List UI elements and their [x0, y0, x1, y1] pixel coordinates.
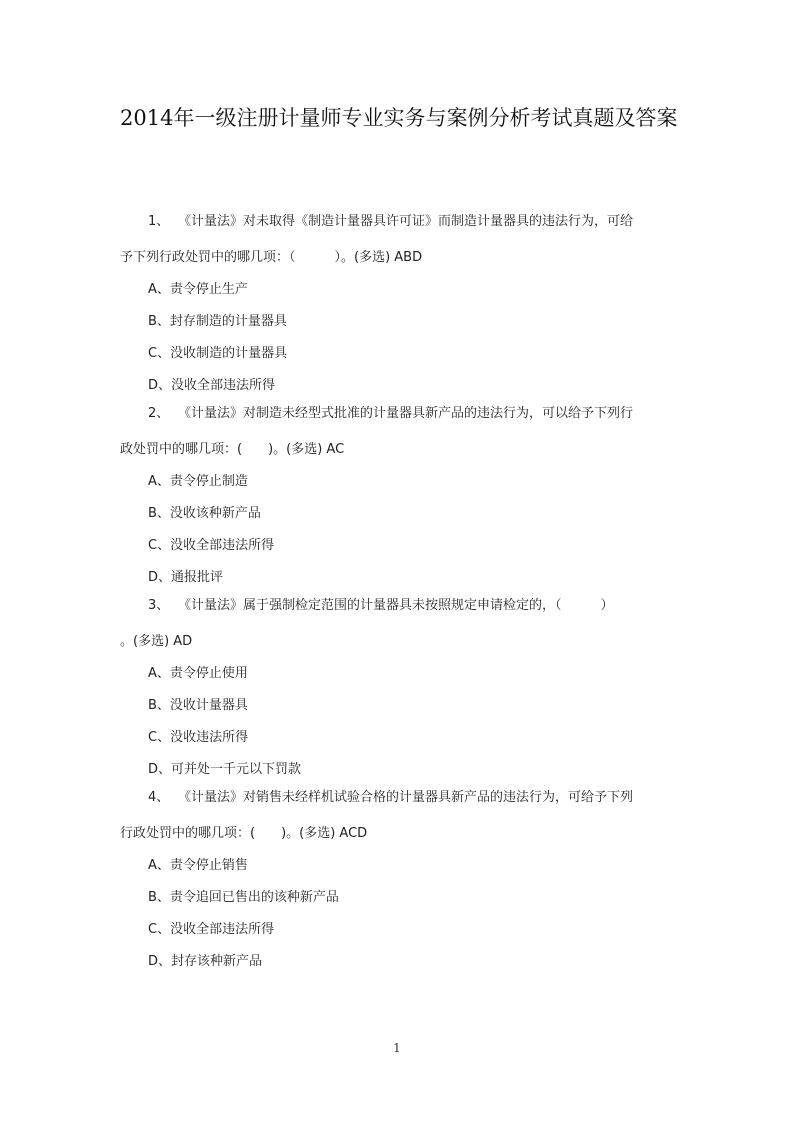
question-3-stem [148, 590, 668, 622]
question-text-line1: 《计量法》对销售未经样机试验合格的计量器具新产品的违法行为，可给予下列 [178, 790, 634, 805]
question-1-option-a: A、责令停止生产 [148, 282, 248, 297]
question-2-stem [148, 398, 668, 430]
question-2-option-c: C、没收全部违法所得 [148, 538, 275, 553]
question-3-option-b: B、没收计量器具 [148, 698, 248, 713]
question-2-option-d: D、通报批评 [148, 570, 224, 585]
question-3-option-d: D、可并处一千元以下罚款 [148, 762, 302, 777]
question-4-option-c: C、没收全部违法所得 [148, 922, 275, 937]
question-3-option-c: C、没收违法所得 [148, 730, 249, 745]
question-1-option-c: C、没收制造的计量器具 [148, 346, 288, 361]
question-4-stem [148, 782, 668, 814]
question-4-stem-line2: 行政处罚中的哪几项：( )。(多选) ACD [120, 826, 368, 841]
question-1-option-b: B、封存制造的计量器具 [148, 314, 287, 329]
question-2-option-b: B、没收该种新产品 [148, 506, 261, 521]
question-1-option-d: D、没收全部违法所得 [148, 378, 276, 393]
question-3-option-a: A、责令停止使用 [148, 666, 248, 681]
question-text-line1: 《计量法》对制造未经型式批准的计量器具新产品的违法行为，可以给予下列行 [178, 406, 634, 421]
document-title: 2014年一级注册计量师专业实务与案例分析考试真题及答案 [120, 106, 678, 130]
question-text-line1: 《计量法》对未取得《制造计量器具许可证》而制造计量器具的违法行为，可给 [178, 214, 634, 229]
question-4-option-a: A、责令停止销售 [148, 858, 248, 873]
question-4-option-d: D、封存该种新产品 [148, 954, 263, 969]
page-number: 1 [393, 1041, 401, 1055]
question-text-line1: 《计量法》属于强制检定范围的计量器具未按照规定申请检定的，（ ） [178, 598, 614, 613]
question-2-stem-line2: 政处罚中的哪几项：( )。(多选) AC [120, 442, 345, 457]
question-3-stem-line2: 。(多选) AD [120, 634, 193, 649]
question-2-option-a: A、责令停止制造 [148, 474, 248, 489]
question-1-stem [148, 206, 668, 238]
question-number: 3、 [148, 598, 170, 613]
question-number: 2、 [148, 406, 170, 421]
question-number: 1、 [148, 214, 170, 229]
question-number: 4、 [148, 790, 170, 805]
question-1-stem-line2: 予下列行政处罚中的哪几项：（ ）。(多选) ABD [120, 250, 423, 265]
question-4-option-b: B、责令追回已售出的该种新产品 [148, 890, 339, 905]
